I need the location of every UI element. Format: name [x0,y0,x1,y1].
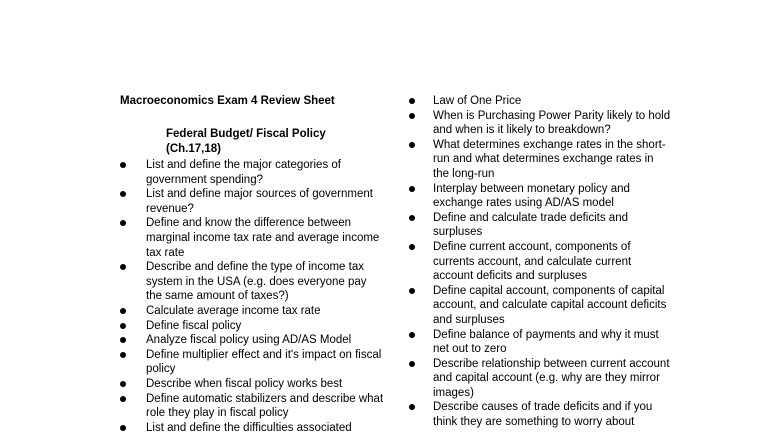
list-item [120,216,385,260]
bullet-icon [120,323,126,329]
bullet-icon [120,425,126,431]
bullet-icon [120,162,126,168]
list-item-text: Define fiscal policy [146,319,242,332]
bullet-icon [120,220,126,226]
list-item-text: Describe and define the type of income tax system in the USA (e.g. does everyone pay the same amount of taxes?) [146,261,367,303]
list-item-text: Define and calculate trade deficits and surpluses [433,211,628,239]
bullet-icon [120,337,126,343]
list-item [120,304,385,319]
list-item-text: List and define the major categories of government spending? [146,159,341,186]
bullet-icon [409,186,415,192]
section-heading-chapters: (Ch.17,18) [166,142,221,155]
list-item [120,333,385,348]
document-title: Macroeconomics Exam 4 Review Sheet [120,95,335,107]
list-item [407,284,672,328]
bullet-icon [409,288,415,294]
list-item-text: Analyze fiscal policy using AD/AS Model [146,334,352,347]
list-item [407,138,672,182]
list-item-text: Interplay between monetary policy and exchange rates using AD/AS model [433,182,630,210]
list-item-text: Calculate average income tax rate [146,304,321,317]
left-column [120,94,385,435]
list-item [120,158,385,187]
list-item-text: Law of One Price [433,95,522,107]
list-item-text: Define capital account, components of capital account, and calculate capital account deficits and surpluses [433,284,667,326]
bullet-icon [120,396,126,402]
list-item [407,182,672,211]
list-item [407,400,672,429]
left-bullet-list [120,158,385,435]
bullet-icon [120,264,126,270]
list-item-text: Describe causes of trade deficits and if you think they are something to worry about [433,401,653,429]
right-bullet-list [407,94,672,430]
bullet-icon [409,113,415,119]
bullet-icon [409,142,415,148]
bullet-icon [409,404,415,410]
bullet-icon [409,332,415,338]
list-item [120,392,385,421]
list-item [120,377,385,392]
bullet-icon [409,244,415,250]
list-item [407,357,672,401]
bullet-icon [409,361,415,367]
list-item [120,348,385,377]
bullet-icon [120,191,126,197]
list-item [120,187,385,216]
list-item [407,109,672,138]
bullet-icon [120,308,126,314]
right-column [407,94,672,430]
list-item-text: Define current account, components of currents account, and calculate current account deficits and surpluses [433,240,632,283]
list-item [120,319,385,334]
list-item-text: Define automatic stabilizers and describe what role they play in fiscal policy [146,392,384,420]
list-item-text: List and define major sources of government revenue? [146,188,373,215]
list-item-text: Define multiplier effect and it's impact on fiscal policy [146,348,382,376]
bullet-icon [409,98,415,104]
section-heading [166,127,385,156]
list-item [407,211,672,240]
list-item [120,260,385,304]
list-item-text: What determines exchange rates in the short-run and what determines exchange rates in the long-run [433,138,666,180]
list-item [407,94,672,109]
list-item [407,240,672,284]
list-item [407,328,672,357]
list-item-text: Define and know the difference between marginal income tax rate and average income tax rate [146,217,380,259]
list-item-text: Define balance of payments and why it must net out to zero [433,328,659,356]
bullet-icon [409,215,415,221]
section-heading-title: Federal Budget/ Fiscal Policy [166,128,326,140]
list-item-text: When is Purchasing Power Parity likely to hold and when is it likely to breakdown? [433,109,671,137]
list-item-text: Describe relationship between current account and capital account (e.g. why are they mirror images) [433,357,670,399]
bullet-icon [120,352,126,358]
list-item-text: Describe when fiscal policy works best [146,377,343,390]
list-item [120,421,385,436]
list-item-text: List and define the difficulties associated [146,421,352,434]
bullet-icon [120,381,126,387]
